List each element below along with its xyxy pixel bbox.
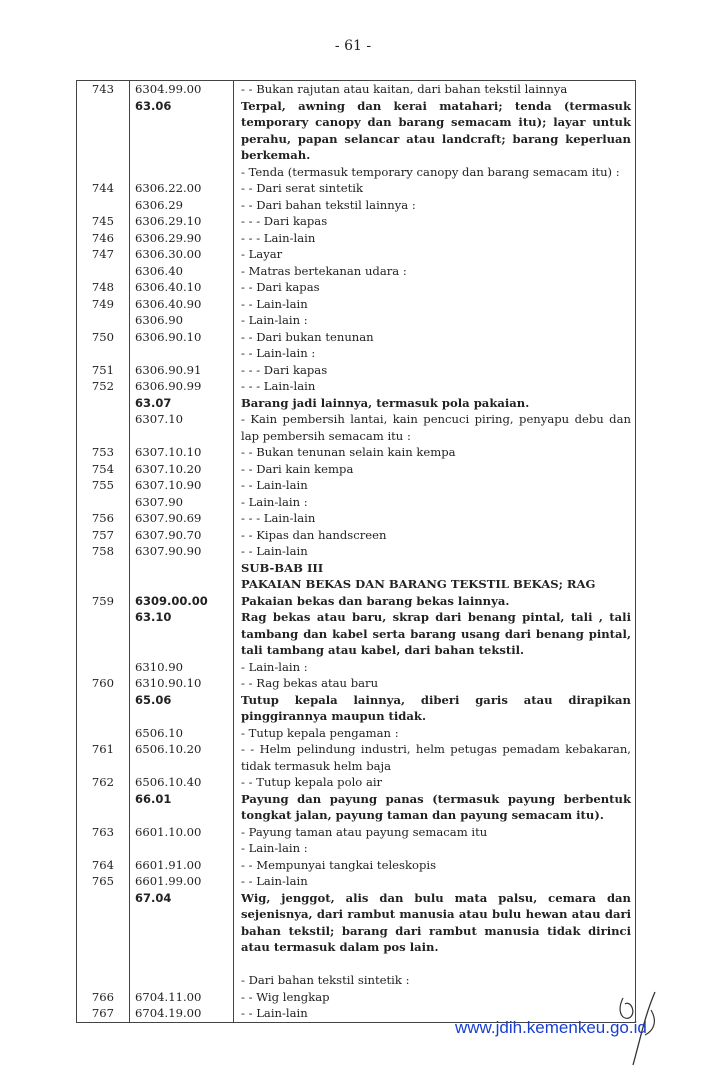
row-number: 752 xyxy=(77,378,130,395)
row-number: 761 xyxy=(77,741,130,774)
row-number xyxy=(77,576,130,593)
tariff-table xyxy=(76,80,636,1023)
row-number: 766 xyxy=(77,989,130,1006)
row-number: 765 xyxy=(77,873,130,890)
description: Barang jadi lainnya, termasuk pola pakaian. xyxy=(234,395,636,412)
row-number xyxy=(77,692,130,725)
description: - Layar xyxy=(234,246,636,263)
watermark-url: www.jdih.kemenkeu.go.id xyxy=(455,1018,647,1037)
table-row xyxy=(77,345,636,362)
hs-code: 6307.10 xyxy=(130,411,234,444)
description: - - Bukan tenunan selain kain kempa xyxy=(234,444,636,461)
row-number xyxy=(77,840,130,857)
description: Pakaian bekas dan barang bekas lainnya. xyxy=(234,593,636,610)
row-number xyxy=(77,791,130,824)
row-number xyxy=(77,956,130,973)
hs-code: 67.04 xyxy=(130,890,234,956)
row-number: 748 xyxy=(77,279,130,296)
row-number xyxy=(77,972,130,989)
row-number xyxy=(77,725,130,742)
hs-code: 6601.91.00 xyxy=(130,857,234,874)
table-row xyxy=(77,989,636,1006)
hs-code: 6506.10 xyxy=(130,725,234,742)
table-row xyxy=(77,494,636,511)
description: SUB-BAB III xyxy=(234,560,636,577)
hs-code: 6506.10.40 xyxy=(130,774,234,791)
table-row xyxy=(77,411,636,444)
description: - Payung taman atau payung semacam itu xyxy=(234,824,636,841)
row-number xyxy=(77,164,130,181)
description: Terpal, awning dan kerai matahari; tenda (termasuk temporary canopy dan barang semacam itu); layar untuk perahu, papan selancar atau landcraft; barang keperluan berkemah. xyxy=(234,98,636,164)
hs-code: 6310.90.10 xyxy=(130,675,234,692)
description: - - Lain-lain xyxy=(234,873,636,890)
hs-code: 6307.10.90 xyxy=(130,477,234,494)
hs-code: 66.01 xyxy=(130,791,234,824)
table-row xyxy=(77,593,636,610)
description: - Lain-lain : xyxy=(234,840,636,857)
row-number xyxy=(77,263,130,280)
table-row xyxy=(77,725,636,742)
hs-code: 6307.90.90 xyxy=(130,543,234,560)
row-number: 753 xyxy=(77,444,130,461)
hs-code xyxy=(130,576,234,593)
table-row xyxy=(77,890,636,956)
description: - - Bukan rajutan atau kaitan, dari bahan tekstil lainnya xyxy=(234,81,636,98)
table-row xyxy=(77,197,636,214)
hs-code xyxy=(130,956,234,973)
table-row xyxy=(77,576,636,593)
description: - - Dari kapas xyxy=(234,279,636,296)
hs-code: 6306.90 xyxy=(130,312,234,329)
description: - Kain pembersih lantai, kain pencuci piring, penyapu debu dan lap pembersih semacam itu : xyxy=(234,411,636,444)
table-row xyxy=(77,81,636,98)
hs-code: 6307.90.70 xyxy=(130,527,234,544)
description: - - Dari kain kempa xyxy=(234,461,636,478)
row-number xyxy=(77,345,130,362)
table-row xyxy=(77,98,636,164)
description: - - Lain-lain xyxy=(234,543,636,560)
row-number: 750 xyxy=(77,329,130,346)
row-number: 754 xyxy=(77,461,130,478)
table-row xyxy=(77,180,636,197)
hs-code: 6306.90.99 xyxy=(130,378,234,395)
description: - Lain-lain : xyxy=(234,312,636,329)
table-row xyxy=(77,791,636,824)
description: - - - Lain-lain xyxy=(234,510,636,527)
row-number: 755 xyxy=(77,477,130,494)
table-row xyxy=(77,824,636,841)
description: - - Helm pelindung industri, helm petugas pemadam kebakaran, tidak termasuk helm baja xyxy=(234,741,636,774)
row-number xyxy=(77,197,130,214)
description: - - - Lain-lain xyxy=(234,230,636,247)
row-number xyxy=(77,609,130,659)
table-row xyxy=(77,510,636,527)
row-number xyxy=(77,411,130,444)
description: Payung dan payung panas (termasuk payung berbentuk tongkat jalan, payung taman dan payung semacam itu). xyxy=(234,791,636,824)
row-number xyxy=(77,659,130,676)
description: - - Rag bekas atau baru xyxy=(234,675,636,692)
description: - - Lain-lain xyxy=(234,296,636,313)
row-number: 760 xyxy=(77,675,130,692)
table-row xyxy=(77,246,636,263)
row-number xyxy=(77,312,130,329)
row-number: 767 xyxy=(77,1005,130,1022)
description: Tutup kepala lainnya, diberi garis atau dirapikan pinggirannya maupun tidak. xyxy=(234,692,636,725)
hs-code: 6307.90 xyxy=(130,494,234,511)
row-number: 756 xyxy=(77,510,130,527)
description: - - - Dari kapas xyxy=(234,213,636,230)
table-row xyxy=(77,774,636,791)
description: - - Wig lengkap xyxy=(234,989,636,1006)
table-row xyxy=(77,543,636,560)
hs-code: 6306.90.91 xyxy=(130,362,234,379)
table-row xyxy=(77,560,636,577)
row-number: 749 xyxy=(77,296,130,313)
row-number: 745 xyxy=(77,213,130,230)
description: - - Dari bukan tenunan xyxy=(234,329,636,346)
description: - - Dari bahan tekstil lainnya : xyxy=(234,197,636,214)
hs-code: 6601.10.00 xyxy=(130,824,234,841)
table-row xyxy=(77,873,636,890)
hs-code xyxy=(130,560,234,577)
table-row xyxy=(77,741,636,774)
table-row xyxy=(77,857,636,874)
table-row xyxy=(77,213,636,230)
table-row xyxy=(77,312,636,329)
hs-code: 6306.40.90 xyxy=(130,296,234,313)
row-number: 764 xyxy=(77,857,130,874)
table-row xyxy=(77,956,636,973)
hs-code: 6601.99.00 xyxy=(130,873,234,890)
description: - Matras bertekanan udara : xyxy=(234,263,636,280)
row-number: 746 xyxy=(77,230,130,247)
row-number xyxy=(77,494,130,511)
description xyxy=(234,956,636,973)
table-row xyxy=(77,609,636,659)
hs-code: 6506.10.20 xyxy=(130,741,234,774)
row-number: 758 xyxy=(77,543,130,560)
row-number: 759 xyxy=(77,593,130,610)
row-number: 757 xyxy=(77,527,130,544)
tariff-table-body xyxy=(77,81,636,1023)
table-row xyxy=(77,395,636,412)
hs-code: 6306.22.00 xyxy=(130,180,234,197)
hs-code: 6306.40 xyxy=(130,263,234,280)
description: - - - Dari kapas xyxy=(234,362,636,379)
description: - - Tutup kepala polo air xyxy=(234,774,636,791)
row-number xyxy=(77,395,130,412)
table-row xyxy=(77,692,636,725)
table-row xyxy=(77,263,636,280)
hs-code: 63.10 xyxy=(130,609,234,659)
hs-code xyxy=(130,345,234,362)
row-number: 744 xyxy=(77,180,130,197)
hs-code: 6304.99.00 xyxy=(130,81,234,98)
description: - - Lain-lain xyxy=(234,1005,636,1022)
page-number: - 61 - xyxy=(334,38,372,54)
row-number: 762 xyxy=(77,774,130,791)
row-number: 747 xyxy=(77,246,130,263)
hs-code: 6306.29.90 xyxy=(130,230,234,247)
signature-initials-icon xyxy=(615,990,675,1070)
table-row xyxy=(77,230,636,247)
hs-code: 65.06 xyxy=(130,692,234,725)
table-row xyxy=(77,461,636,478)
hs-code xyxy=(130,972,234,989)
hs-code: 6704.11.00 xyxy=(130,989,234,1006)
hs-code xyxy=(130,840,234,857)
table-row xyxy=(77,329,636,346)
description: - - Lain-lain xyxy=(234,477,636,494)
table-row xyxy=(77,675,636,692)
table-row xyxy=(77,279,636,296)
hs-code: 6306.29 xyxy=(130,197,234,214)
row-number xyxy=(77,890,130,956)
hs-code: 6307.10.20 xyxy=(130,461,234,478)
description: - - Mempunyai tangkai teleskopis xyxy=(234,857,636,874)
description: - - - Lain-lain xyxy=(234,378,636,395)
table-row xyxy=(77,527,636,544)
table-row xyxy=(77,477,636,494)
hs-code: 6306.90.10 xyxy=(130,329,234,346)
description: - Dari bahan tekstil sintetik : xyxy=(234,972,636,989)
table-row xyxy=(77,164,636,181)
hs-code: 6307.10.10 xyxy=(130,444,234,461)
table-row xyxy=(77,972,636,989)
row-number xyxy=(77,560,130,577)
description: Wig, jenggot, alis dan bulu mata palsu, cemara dan sejenisnya, dari rambut manusia atau bulu hewan atau dari bahan tekstil; barang dari rambut manusia tidak dirinci atau termasuk dalam pos lain. xyxy=(234,890,636,956)
hs-code: 63.06 xyxy=(130,98,234,164)
table-row xyxy=(77,659,636,676)
hs-code: 6306.40.10 xyxy=(130,279,234,296)
hs-code: 6306.29.10 xyxy=(130,213,234,230)
description: - Lain-lain : xyxy=(234,494,636,511)
hs-code: 6307.90.69 xyxy=(130,510,234,527)
description: - - Dari serat sintetik xyxy=(234,180,636,197)
description: - - Lain-lain : xyxy=(234,345,636,362)
table-row xyxy=(77,444,636,461)
row-number xyxy=(77,98,130,164)
row-number: 763 xyxy=(77,824,130,841)
hs-code xyxy=(130,164,234,181)
description: - - Kipas dan handscreen xyxy=(234,527,636,544)
table-row xyxy=(77,362,636,379)
table-row xyxy=(77,840,636,857)
description: - Tenda (termasuk temporary canopy dan barang semacam itu) : xyxy=(234,164,636,181)
description: - Lain-lain : xyxy=(234,659,636,676)
row-number: 751 xyxy=(77,362,130,379)
description: - Tutup kepala pengaman : xyxy=(234,725,636,742)
hs-code: 6309.00.00 xyxy=(130,593,234,610)
hs-code: 6704.19.00 xyxy=(130,1005,234,1022)
description: Rag bekas atau baru, skrap dari benang pintal, tali , tali tambang dan kabel serta barang usang dari benang pintal, tali tambang atau kabel, dari bahan tekstil. xyxy=(234,609,636,659)
hs-code: 63.07 xyxy=(130,395,234,412)
description: PAKAIAN BEKAS DAN BARANG TEKSTIL BEKAS; RAG xyxy=(234,576,636,593)
table-row xyxy=(77,296,636,313)
table-row xyxy=(77,378,636,395)
hs-code: 6306.30.00 xyxy=(130,246,234,263)
hs-code: 6310.90 xyxy=(130,659,234,676)
row-number: 743 xyxy=(77,81,130,98)
